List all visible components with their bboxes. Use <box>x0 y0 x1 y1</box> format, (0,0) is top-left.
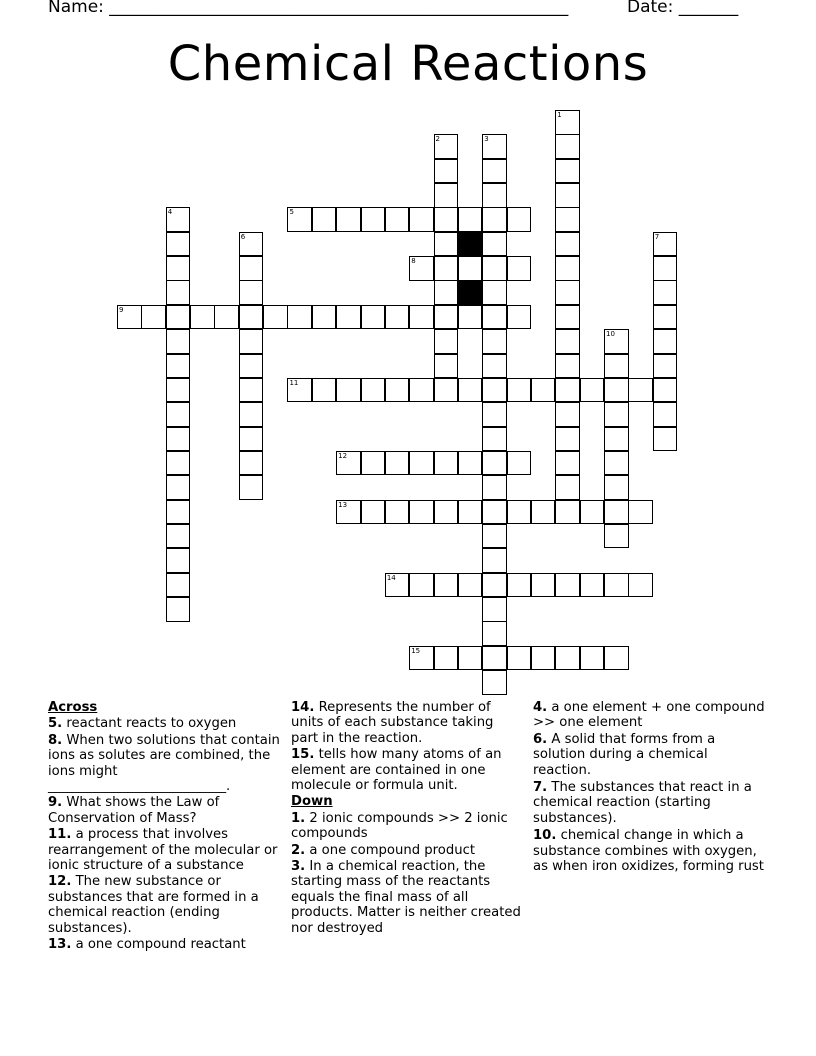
grid-cell[interactable] <box>385 451 410 476</box>
grid-cell[interactable] <box>580 646 605 671</box>
grid-cell[interactable] <box>434 378 459 403</box>
grid-cell[interactable] <box>604 451 629 476</box>
grid-cell[interactable] <box>336 378 361 403</box>
grid-cell[interactable] <box>531 573 556 598</box>
grid-cell[interactable] <box>385 305 410 330</box>
grid-cell[interactable] <box>653 305 678 330</box>
grid-cell[interactable] <box>166 378 191 403</box>
grid-cell[interactable] <box>628 573 653 598</box>
grid-cell[interactable] <box>482 548 507 573</box>
grid-cell[interactable] <box>604 402 629 427</box>
grid-cell[interactable] <box>166 427 191 452</box>
grid-cell[interactable] <box>482 280 507 305</box>
clue-number: 2 <box>435 135 441 144</box>
grid-cell[interactable] <box>482 500 507 525</box>
grid-cell[interactable] <box>507 256 532 281</box>
clue-number: 4 <box>167 208 173 217</box>
grid-cell[interactable] <box>409 573 434 598</box>
clue-across-5: 5. reactant reacts to oxygen <box>48 716 237 732</box>
grid-cell[interactable] <box>166 548 191 573</box>
grid-cell[interactable] <box>482 427 507 452</box>
clue-number: 12 <box>338 451 348 460</box>
grid-cell[interactable] <box>239 329 264 354</box>
clue-number: 9 <box>119 305 124 314</box>
clue-number: 10 <box>606 330 615 339</box>
grid-cell[interactable] <box>166 232 191 257</box>
grid-cell[interactable] <box>458 500 483 525</box>
grid-cell[interactable] <box>166 280 191 305</box>
clue-across-15: 15. tells how many atoms of an element are contained in one molecule or formula unit. <box>291 747 502 794</box>
date-field[interactable]: Date: _______ <box>627 0 739 17</box>
grid-cell[interactable] <box>531 646 556 671</box>
grid-cell[interactable] <box>653 256 678 281</box>
grid-cell[interactable] <box>434 451 459 476</box>
clue-number: 7 <box>654 232 660 241</box>
grid-cell[interactable] <box>434 159 459 184</box>
grid-cell[interactable] <box>239 475 264 500</box>
grid-cell[interactable] <box>239 280 264 305</box>
grid-cell[interactable] <box>190 305 215 330</box>
grid-cell[interactable] <box>482 207 507 232</box>
grid-cell[interactable] <box>239 256 264 281</box>
clue-across-11: 11. a process that involves rearrangement of the molecular or ionic structure of a substance <box>48 827 278 874</box>
grid-cell[interactable] <box>507 573 532 598</box>
grid-cell[interactable] <box>409 305 434 330</box>
grid-cell[interactable] <box>312 207 337 232</box>
clue-number: 6 <box>240 232 246 241</box>
grid-cell[interactable] <box>507 500 532 525</box>
grid-cell[interactable] <box>166 597 191 622</box>
grid-cell[interactable] <box>604 329 629 354</box>
grid-cell[interactable] <box>434 280 459 305</box>
grid-cell[interactable] <box>361 378 386 403</box>
grid-cell[interactable] <box>555 402 580 427</box>
grid-cell[interactable] <box>555 280 580 305</box>
grid-cell[interactable] <box>531 500 556 525</box>
grid-cell[interactable] <box>580 378 605 403</box>
grid-cell[interactable] <box>458 646 483 671</box>
grid-cell[interactable] <box>336 207 361 232</box>
grid-cell[interactable] <box>434 354 459 379</box>
grid-cell[interactable] <box>385 378 410 403</box>
clue-across-12: 12. The new substance or substances that are formed in a chemical reaction (ending substances). <box>48 874 259 936</box>
grid-cell[interactable] <box>287 305 312 330</box>
page-title: Chemical Reactions <box>167 36 649 92</box>
grid-cell[interactable] <box>166 354 191 379</box>
grid-cell[interactable] <box>482 256 507 281</box>
grid-cell[interactable] <box>482 378 507 403</box>
grid-cell[interactable] <box>166 402 191 427</box>
grid-cell[interactable] <box>555 427 580 452</box>
grid-cell[interactable] <box>482 621 507 646</box>
clue-across-13: 13. a one compound reactant <box>48 937 246 953</box>
grid-cell[interactable] <box>555 329 580 354</box>
clue-down-1: 1. 2 ionic compounds >> 2 ionic compounds <box>291 810 508 842</box>
grid-cell[interactable] <box>409 646 434 671</box>
down-heading: Down <box>291 794 333 810</box>
clue-across-9: 9. What shows the Law of Conservation of Mass? <box>48 795 220 826</box>
grid-cell[interactable] <box>434 646 459 671</box>
clue-number: 14 <box>386 573 396 582</box>
grid-cell[interactable] <box>166 305 191 330</box>
clue-across-14: 14. Represents the number of units of each substance taking part in the reaction. <box>291 700 494 746</box>
grid-cell[interactable] <box>434 232 459 257</box>
grid-cell[interactable] <box>361 451 386 476</box>
grid-cell[interactable] <box>361 207 386 232</box>
grid-cell[interactable] <box>166 475 191 500</box>
grid-cell[interactable] <box>604 378 629 403</box>
grid-cell[interactable] <box>653 280 678 305</box>
grid-cell[interactable] <box>336 451 361 476</box>
grid-cell[interactable] <box>287 378 312 403</box>
grid-cell[interactable] <box>239 354 264 379</box>
grid-cell[interactable] <box>482 524 507 549</box>
grid-cell[interactable] <box>409 207 434 232</box>
grid-cell[interactable] <box>604 573 629 598</box>
grid-cell[interactable] <box>239 305 264 330</box>
grid-cell[interactable] <box>653 232 678 257</box>
grid-cell[interactable] <box>482 670 507 695</box>
grid-cell[interactable] <box>555 573 580 598</box>
grid-cell[interactable] <box>361 500 386 525</box>
grid-cell[interactable] <box>409 378 434 403</box>
clues-column-2 <box>291 700 523 937</box>
grid-cell[interactable] <box>409 451 434 476</box>
grid-cell[interactable] <box>482 183 507 208</box>
grid-cell[interactable] <box>482 475 507 500</box>
grid-cell[interactable] <box>385 573 410 598</box>
grid-cell[interactable] <box>482 451 507 476</box>
grid-cell[interactable] <box>555 159 580 184</box>
grid-cell[interactable] <box>434 573 459 598</box>
grid-cell[interactable] <box>263 305 288 330</box>
grid-cell[interactable] <box>482 305 507 330</box>
grid-cell[interactable] <box>166 500 191 525</box>
clue-number: 13 <box>338 500 348 509</box>
clue-number: 1 <box>557 111 562 119</box>
grid-cell[interactable] <box>482 354 507 379</box>
grid-black-cell <box>458 232 483 257</box>
clues-column-1 <box>48 700 280 954</box>
clue-down-10: 10. chemical change in which a substance combines with oxygen, as when iron oxidizes, forming rust <box>533 828 764 875</box>
grid-cell[interactable] <box>482 646 507 671</box>
grid-cell[interactable] <box>458 573 483 598</box>
grid-cell[interactable] <box>166 207 191 232</box>
grid-cell[interactable] <box>214 305 239 330</box>
grid-cell[interactable] <box>653 354 678 379</box>
grid-cell[interactable] <box>555 134 580 159</box>
grid-cell[interactable] <box>458 378 483 403</box>
grid-cell[interactable] <box>458 451 483 476</box>
grid-cell[interactable] <box>580 500 605 525</box>
grid-cell[interactable] <box>287 207 312 232</box>
clue-number: 15 <box>411 646 421 655</box>
grid-cell[interactable] <box>653 329 678 354</box>
grid-cell[interactable] <box>482 573 507 598</box>
clue-across-8: 8. When two solutions that contain ions as solutes are combined, the ions might ___________________________. <box>48 732 280 795</box>
grid-cell[interactable] <box>336 305 361 330</box>
grid-cell[interactable] <box>458 256 483 281</box>
clue-down-7: 7. The substances that react in a chemical reaction (starting substances). <box>533 780 752 826</box>
grid-cell[interactable] <box>580 573 605 598</box>
grid-cell[interactable] <box>555 475 580 500</box>
grid-cell[interactable] <box>166 524 191 549</box>
grid-cell[interactable] <box>628 500 653 525</box>
grid-cell[interactable] <box>555 378 580 403</box>
grid-cell[interactable] <box>604 500 629 525</box>
grid-cell[interactable] <box>385 500 410 525</box>
grid-cell[interactable] <box>239 451 264 476</box>
grid-cell[interactable] <box>555 183 580 208</box>
grid-cell[interactable] <box>555 305 580 330</box>
grid-cell[interactable] <box>604 475 629 500</box>
grid-cell[interactable] <box>604 646 629 671</box>
grid-cell[interactable] <box>555 207 580 232</box>
clue-down-6: 6. A solid that forms from a solution during a chemical reaction. <box>533 731 716 778</box>
grid-cell[interactable] <box>141 305 166 330</box>
name-field[interactable]: Name: ______________________________________________________ <box>48 0 569 17</box>
grid-cell[interactable] <box>604 354 629 379</box>
grid-cell[interactable] <box>555 646 580 671</box>
grid-cell[interactable] <box>434 134 459 159</box>
grid-cell[interactable] <box>604 427 629 452</box>
clue-number: 5 <box>289 208 294 217</box>
grid-cell[interactable] <box>312 305 337 330</box>
grid-cell[interactable] <box>458 305 483 330</box>
grid-cell[interactable] <box>385 207 410 232</box>
grid-cell[interactable] <box>239 232 264 257</box>
clue-number: 3 <box>484 135 489 144</box>
grid-cell[interactable] <box>531 378 556 403</box>
grid-black-cell <box>458 280 483 305</box>
grid-cell[interactable] <box>361 305 386 330</box>
grid-cell[interactable] <box>482 597 507 622</box>
grid-cell[interactable] <box>166 573 191 598</box>
grid-cell[interactable] <box>507 305 532 330</box>
grid-cell[interactable] <box>239 378 264 403</box>
grid-cell[interactable] <box>555 110 580 135</box>
grid-cell[interactable] <box>434 500 459 525</box>
grid-cell[interactable] <box>434 256 459 281</box>
grid-cell[interactable] <box>239 427 264 452</box>
grid-cell[interactable] <box>555 451 580 476</box>
clue-down-2: 2. a one compound product <box>291 842 476 858</box>
clue-number: 8 <box>411 257 416 266</box>
grid-cell[interactable] <box>482 159 507 184</box>
grid-cell[interactable] <box>434 329 459 354</box>
grid-cell[interactable] <box>507 451 532 476</box>
clue-down-3: 3. In a chemical reaction, the starting mass of the reactants equals the final mass of all products. Matter is neither created nor destroyed <box>291 859 521 936</box>
grid-cell[interactable] <box>507 646 532 671</box>
grid-cell[interactable] <box>239 402 264 427</box>
grid-cell[interactable] <box>653 427 678 452</box>
grid-cell[interactable] <box>507 378 532 403</box>
grid-cell[interactable] <box>628 378 653 403</box>
grid-cell[interactable] <box>166 451 191 476</box>
grid-cell[interactable] <box>482 134 507 159</box>
grid-cell[interactable] <box>312 378 337 403</box>
clue-number: 11 <box>289 378 299 387</box>
clues-column-3 <box>533 700 765 875</box>
grid-cell[interactable] <box>117 305 142 330</box>
grid-cell[interactable] <box>409 256 434 281</box>
grid-cell[interactable] <box>166 329 191 354</box>
grid-cell[interactable] <box>434 305 459 330</box>
grid-cell[interactable] <box>166 256 191 281</box>
grid-cell[interactable] <box>555 232 580 257</box>
grid-cell[interactable] <box>434 183 459 208</box>
grid-cell[interactable] <box>555 256 580 281</box>
grid-cell[interactable] <box>409 500 434 525</box>
grid-cell[interactable] <box>604 524 629 549</box>
grid-cell[interactable] <box>434 207 459 232</box>
grid-cell[interactable] <box>336 500 361 525</box>
grid-cell[interactable] <box>555 500 580 525</box>
grid-cell[interactable] <box>458 207 483 232</box>
clue-down-4: 4. a one element + one compound >> one element <box>533 700 765 731</box>
grid-cell[interactable] <box>482 329 507 354</box>
grid-cell[interactable] <box>653 378 678 403</box>
grid-cell[interactable] <box>507 207 532 232</box>
grid-cell[interactable] <box>555 354 580 379</box>
grid-cell[interactable] <box>482 232 507 257</box>
across-heading: Across <box>48 700 98 715</box>
grid-cell[interactable] <box>482 402 507 427</box>
grid-cell[interactable] <box>653 402 678 427</box>
